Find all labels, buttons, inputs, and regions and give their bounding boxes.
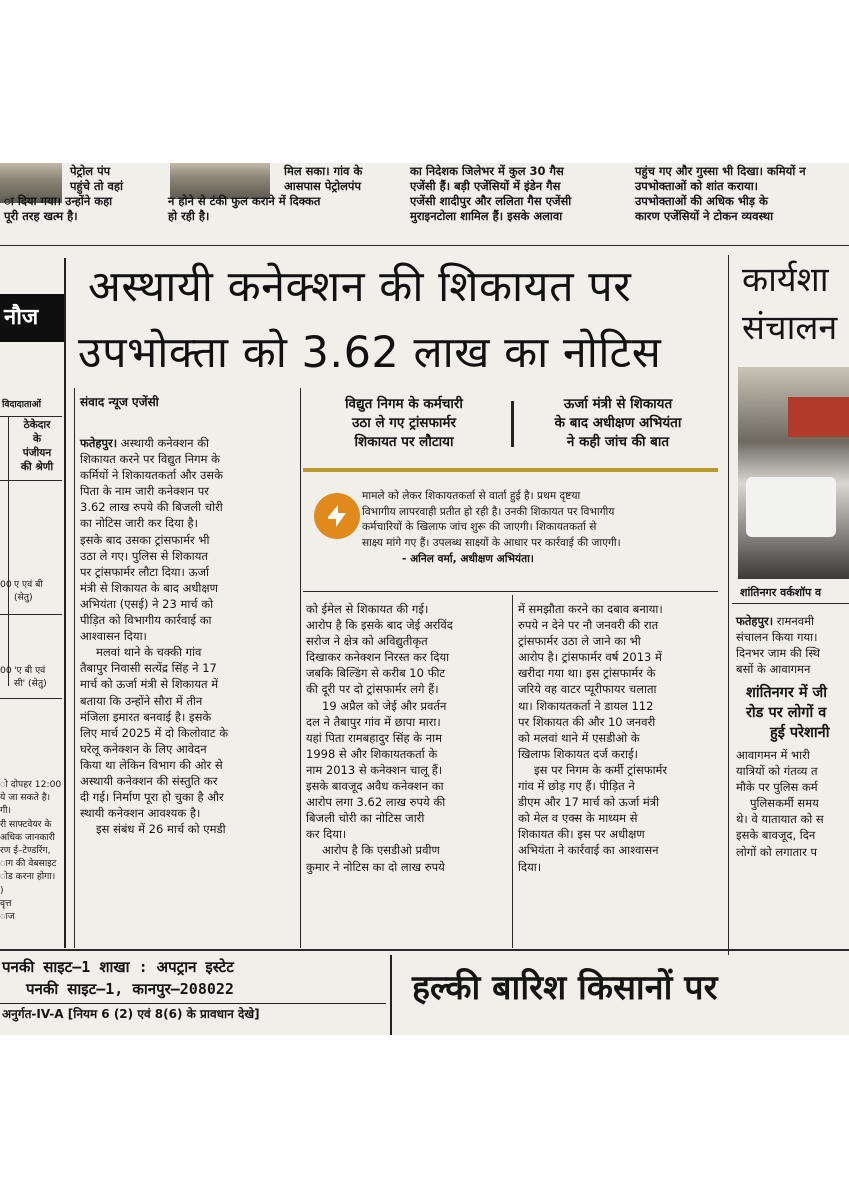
table-header-line: ठेकेदार: [23, 419, 51, 431]
body-line: नाम 2013 से कनेक्शन चालू हैं।: [306, 762, 443, 777]
top-strip: [0, 163, 849, 241]
body-line: आश्वासन दिया।: [80, 629, 147, 644]
right-subhead: [746, 683, 849, 743]
note-line: ोड करना होगा।: [0, 871, 56, 883]
body-line: को मलवां थाने में एसडीओ के: [518, 730, 640, 745]
top-col3-line: मुराइनटोला शामिल हैं। इसके अलावा: [410, 209, 563, 223]
body-line: यात्रियों को गंतव्य त: [736, 764, 818, 779]
quote-line: मामले को लेकर शिकायतकर्ता से वार्ता हुई है। प्रथम दृष्टया: [362, 490, 581, 502]
quote-line: कर्मचारियों के खिलाफ जांच शुरू की जाएगी। शिकायतकर्ता से: [362, 521, 597, 534]
body-line: 19 अप्रैल को जेई और प्रवर्तन: [322, 698, 447, 713]
deck-line: उठा ले गए ट्रांसफार्मर: [352, 415, 456, 431]
table-cell: 'ए बी एवं: [14, 665, 46, 676]
quote-icon: [314, 493, 360, 539]
quote-attribution: - अनिल वर्मा, अधीक्षण अभियंता।: [402, 553, 534, 566]
quote-icon-glyph: [314, 493, 360, 539]
body-line: बसों के आवागमन: [736, 662, 811, 677]
notice-line-3: अनुर्गत-IV-A [नियम 6 (2) एवं 8(6) के प्रावधान देखे]: [2, 1007, 260, 1021]
body-line: ट्रांसफार्मर उठा ले जाने का भी: [518, 634, 641, 649]
body-line: का नोटिस जारी कर दिया है।: [80, 516, 198, 531]
body-line: दिनभर जाम की स्थि: [736, 646, 820, 661]
body-line: [736, 613, 849, 629]
top-col2-line: न होने से टंकी फुल कराने में दिक्कत: [168, 194, 321, 208]
top-col4-line: उपभोक्ताओं को शांत कराया।: [635, 179, 759, 193]
table-line: [8, 416, 9, 686]
body-line: इसके बाद उसका ट्रांसफार्मर भी: [80, 532, 210, 547]
body-line: की दूरी पर दो ट्रांसफार्मर लगे हैं।: [306, 682, 439, 697]
table-cell: ए एवं बी: [14, 579, 43, 590]
table-cell: (सेतु): [14, 592, 33, 604]
body-line: बताया कि उन्होंने सौरा में तीन: [80, 693, 203, 708]
body-line: में समझौता करने का दबाव बनाया।: [518, 602, 663, 616]
subhead-line: शांतिनगर में जी: [746, 685, 828, 701]
body-line: किया था लेकिन विभाग की ओर से: [80, 757, 223, 772]
deck-separator: [511, 401, 514, 447]
top-col4-line: कारण एजेंसियों ने टोकन व्यवस्था: [635, 209, 774, 223]
body-line: मार्च को ऊर्जा मंत्री से शिकायत में: [80, 677, 219, 692]
table-cell: 00: [0, 579, 12, 590]
bus-shape: [788, 397, 849, 437]
note-line: रण ई–टेण्डरिंग,: [0, 845, 51, 857]
table-line: [0, 614, 62, 615]
table-row-2: [0, 664, 62, 690]
top-col1-line: पूरी तरह खत्म है।: [4, 209, 78, 223]
quote-text: [362, 489, 707, 567]
body-line: इस पर निगम के कर्मी ट्रांसफार्मर: [534, 762, 668, 777]
body-line: आरोप है। ट्रांसफार्मर वर्ष 2013 में: [518, 650, 662, 665]
article-column-1: [80, 435, 294, 837]
body-line: घरेलू कनेक्शन के लिए आवेदन: [80, 741, 207, 756]
table-line: [0, 480, 62, 481]
body-line: अभियंता ने कार्रवाई का आश्वासन: [518, 843, 659, 858]
body-line: खिलाफ शिकायत दर्ज कराई।: [518, 746, 638, 761]
table-line: [0, 698, 62, 699]
byline: संवाद न्यूज एजेंसी: [80, 395, 159, 409]
body-line: दी गई। निर्माण पूरा हो चुका है और: [80, 790, 224, 805]
body-line: रुपये न देने पर नौ जनवरी की रात: [518, 618, 659, 633]
table-header: [12, 418, 62, 474]
body-line: अभियंता (एसई) ने 23 मार्च को: [80, 596, 214, 611]
body-line: जरिये वह वाटर प्यूरीफायर चलाता: [518, 682, 657, 697]
top-divider: [0, 245, 849, 246]
body-line: डीएम और 17 मार्च को ऊर्जा मंत्री: [518, 795, 660, 810]
subhead-line: रोड पर लोगों व: [746, 705, 827, 721]
body-line: कुमार ने नोटिस का दो लाख रुपये: [306, 859, 445, 874]
subhead-line: हुई परेशानी: [770, 725, 830, 741]
top-col1-line: पहुंचे तो वहां: [70, 179, 123, 193]
right-article: [732, 255, 849, 955]
body-line: बिजली चोरी का नोटिस जारी: [306, 811, 425, 826]
deck-line: शिकायत पर लौटाया: [354, 434, 454, 450]
top-col1-line: ा दिया गया। उन्होंने कहा: [4, 194, 113, 208]
body-line: को मेल व एक्स के माध्यम से: [518, 811, 638, 826]
bottom-headline: हल्की बारिश किसानों पर: [412, 968, 718, 1008]
body-line: आरोप लगा 3.62 लाख रुपये की: [306, 795, 446, 810]
body-line: दिया।: [518, 859, 542, 874]
body-line: 3.62 लाख रुपये की बिजली चोरी: [80, 500, 223, 515]
body-line: मलवां थाने के चक्की गांव: [96, 645, 202, 660]
notice-line-1: पनकी साइट–1 शाखा : अपट्रान इस्टेट: [2, 958, 234, 976]
body-line: मौके पर पुलिस कर्म: [736, 780, 818, 795]
body-line: पिता के नाम जारी कनेक्शन पर: [80, 484, 209, 499]
note-line: ाज: [0, 911, 15, 923]
note-line: वृत्त: [0, 897, 12, 909]
body-line: को ईमेल से शिकायत की गई।: [306, 602, 429, 616]
body-line: कर्मियों ने शिकायतकर्ता और उसके: [80, 468, 223, 483]
body-line: पर ट्रांसफार्मर लौटा दिया। ऊर्जा: [80, 564, 210, 579]
note-line: गी।: [0, 805, 12, 817]
right-headline-2: संचालन: [742, 308, 838, 348]
body-line: इसके बावजूद, दिन: [736, 828, 816, 843]
top-col3-line: एजेंसी हैं। बड़ी एजेंसियों में इंडेन गैस: [410, 179, 561, 193]
body-line: कर दिया।: [306, 827, 347, 842]
top-col2-line: मिल सका। गांव के: [284, 164, 363, 178]
body-text: रामनवमी: [776, 614, 814, 628]
left-notice: [0, 258, 66, 948]
deck-left: [304, 395, 504, 452]
body-line: आवागमन में भारी: [736, 748, 810, 762]
table-line: [0, 416, 62, 417]
col-rule: [728, 255, 729, 955]
body-line: थे। वे यातायात को स: [736, 812, 824, 827]
body-line: लोगों को लगातार प: [736, 844, 818, 859]
body-line: था। शिकायतकर्ता ने डायल 112: [518, 698, 654, 713]
quote-line: साक्ष्य मांगे गए हैं। उपलब्ध साक्ष्यों के आधार पर कार्रवाई की जाएगी।: [362, 536, 621, 549]
headline-line-2: उपभोक्ता को 3.62 लाख का नोटिस: [78, 328, 662, 378]
top-col4: [635, 164, 849, 224]
top-col4-line: पहुंच गए और गुस्सा भी दिखा। कमियों न: [635, 164, 806, 178]
deck-line: विद्युत निगम के कर्मचारी: [345, 396, 463, 412]
photo-caption: शांतिनगर वर्कशॉप व: [740, 586, 822, 599]
deck-right: [518, 395, 718, 452]
col-rule: [512, 595, 513, 948]
body-line: दिखाकर कनेक्शन निरस्त कर दिया: [306, 650, 450, 665]
headline-line-1: अस्थायी कनेक्शन की शिकायत पर: [88, 262, 632, 312]
body-line: मंत्री से शिकायत के बाद अधीक्षण: [80, 580, 218, 595]
col-rule: [300, 388, 301, 948]
body-line: पर शिकायत की और 10 जनवरी: [518, 714, 656, 729]
note-line: ये जा सकते है।: [0, 792, 51, 804]
quote-line: विभागीय लापरवाही प्रतीत हो रही है। उनकी शिकायत पर विभागीय: [362, 505, 615, 518]
right-headline-1: कार्यशा: [742, 260, 829, 300]
body-line: शिकायत की। इस पर अधीक्षण: [518, 827, 645, 842]
body-line: शिकायत करने पर विद्युत निगम के: [80, 452, 220, 467]
body-line: लिए मार्च 2025 में दो किलोवाट के: [80, 725, 229, 740]
deck-underline: [303, 468, 718, 472]
newspaper-clipping: [0, 163, 849, 1035]
car-shape: [746, 477, 836, 537]
top-col4-line: उपभोक्ताओं की अधिक भीड़ के: [635, 194, 768, 208]
table-row-1: [0, 578, 62, 604]
body-text: अस्थायी कनेक्शन की: [120, 436, 210, 450]
top-col1-line: पेट्रोल पंप: [70, 164, 111, 178]
bottom-divider: [0, 949, 849, 951]
body-line: अस्थायी कनेक्शन की संस्तुति कर: [80, 773, 218, 788]
deck-line: के बाद अधीक्षण अभियंता: [554, 415, 682, 431]
body-line: यहां पिता रामबहादुर सिंह के नाम: [306, 730, 443, 745]
table-cell: 00: [0, 665, 12, 676]
body-line: दल ने तैबापुर गांव में छापा मारा।: [306, 714, 441, 729]
quote-divider: [303, 591, 718, 592]
top-col3-line: का निदेशक जिलेभर में कुल 30 गैस: [410, 164, 564, 178]
table-cell: सी' (सेतु): [14, 678, 47, 690]
right-photo: [738, 367, 849, 579]
body-line: सरोज ने क्षेत्र को अविद्युतीकृत: [306, 634, 428, 649]
left-notice-banner: नौज: [0, 294, 64, 342]
col-rule: [74, 388, 75, 948]
note-line: ाग की वेबसाइट: [0, 858, 57, 870]
body-line: आरोप है कि एसडीओ प्रवीण: [322, 843, 440, 858]
caption-divider: [732, 603, 849, 604]
left-notice-label: विदादाताओं: [2, 399, 42, 410]
body-line: मंजिला इमारत बनवाई है। इसके: [80, 709, 212, 724]
body-line: तैबापुर निवासी सत्येंद्र सिंह ने 17: [80, 661, 217, 676]
deck-line: ऊर्जा मंत्री से शिकायत: [563, 396, 673, 412]
article-column-3: [518, 601, 718, 875]
body-line: इसके बावजूद अवैध कनेक्शन का: [306, 779, 444, 794]
body-line: स्थायी कनेक्शन आवश्यक है।: [80, 806, 201, 821]
body-line: उठा ले गए। पुलिस से शिकायत: [80, 548, 208, 563]
top-col3: [410, 164, 625, 224]
body-line: इस संबंध में 26 मार्च को एमडी: [96, 822, 226, 837]
body-line: आरोप है कि इसके बाद जेई अरविंद: [306, 618, 453, 633]
top-col3-line: एजेंसी शादीपुर और ललिता गैस एजेंसी: [410, 194, 572, 208]
body-line: संचालन किया गया।: [736, 630, 818, 645]
top-col2-line: आसपास पेट्रोलपंप: [284, 179, 361, 193]
body-line: 1998 से और शिकायतकर्ता के: [306, 746, 438, 761]
top-col2: [168, 164, 398, 224]
top-col2-line: हो रही है।: [168, 209, 210, 223]
notice-line-2: पनकी साइट–1, कानपुर–208022: [26, 980, 234, 998]
body-line: जबकि बिल्डिंग से करीब 10 फीट: [306, 666, 446, 681]
dateline: फतेहपुर।: [80, 436, 118, 450]
bottom-notice: [0, 955, 392, 1035]
note-line: ो दोपहर 12:00: [0, 779, 62, 790]
right-dateline: फतेहपुर।: [736, 614, 774, 628]
notice-rule: [0, 1003, 386, 1004]
body-line: [80, 435, 294, 451]
left-notice-notes: [0, 778, 62, 923]
article-column-2: [306, 601, 506, 875]
table-header-line: की श्रेणी: [20, 461, 54, 473]
body-line: खरीदा गया था। इस ट्रांसफार्मर के: [518, 666, 656, 681]
note-line: अधिक जानकारी: [0, 831, 55, 843]
body-line: पीड़ित को विभागीय कार्रवाई का: [80, 613, 212, 628]
top-col1: [4, 164, 144, 224]
deck-line: ने कही जांच की बात: [566, 434, 670, 450]
body-line: गांव में छोड़ गए हैं। पीड़ित ने: [518, 779, 635, 794]
body-line: पुलिसकर्मी समय: [750, 796, 819, 811]
note-line: री साफ्टवेयर के: [0, 818, 52, 830]
table-header-line: के: [32, 433, 42, 445]
table-header-line: पंजीयन: [22, 447, 52, 459]
note-line: ): [0, 884, 4, 896]
